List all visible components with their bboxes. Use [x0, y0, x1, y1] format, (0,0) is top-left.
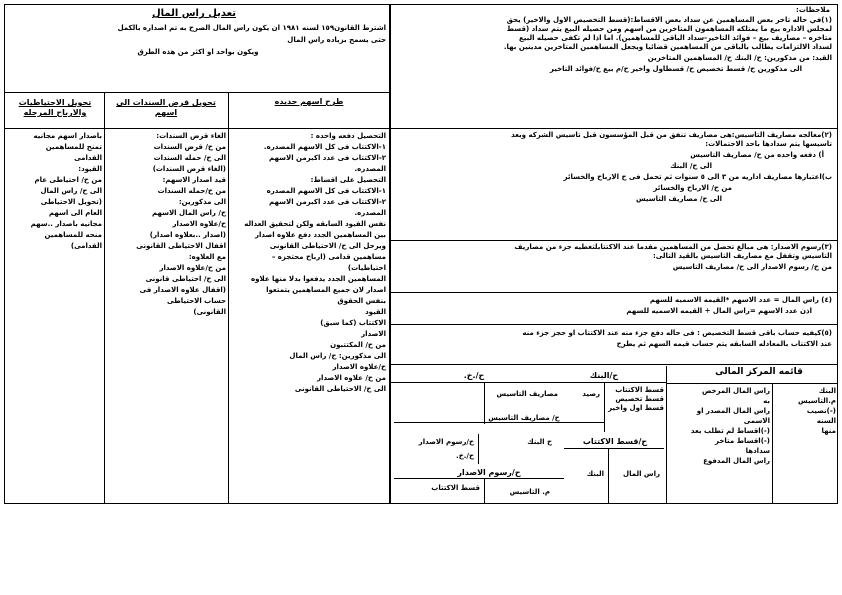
col-line: باصدار اسهم مجانيه — [33, 132, 102, 140]
notes-title: ملاحظات: — [796, 6, 830, 14]
t-expenses-label: مصاريف التاسيس — [496, 390, 558, 398]
col3-head: تحويل الاحتياطيات والارباح المرحله — [18, 98, 92, 117]
col-line: تمنح للمساهمين — [45, 143, 102, 151]
col-line: مع العلاوه: — [188, 253, 226, 261]
col1-head: طرح اسهم جديده — [274, 97, 344, 106]
col-line: الى مذكورين: ح/ راس المال — [289, 352, 386, 360]
divider — [666, 383, 838, 384]
col-line: احتياطيات) — [347, 264, 386, 272]
col-line: من ح/علاوه الاصدار — [159, 264, 226, 272]
col-line: اقفال الاحتياطى القانونى — [136, 242, 226, 250]
col-line: الى ح/ راس المال — [40, 187, 102, 195]
col-line: (اصدار ..بعلاوه اصدار) — [149, 231, 226, 239]
t-balance-label: رصيد — [582, 390, 600, 398]
divider — [604, 382, 605, 432]
col-line: نفس القيود السابقه ولكن لتحقيق العداله — [244, 220, 386, 228]
divider — [478, 434, 479, 464]
t-expenses-head: ح/.خ. — [463, 371, 485, 380]
col-line: (الغاء قرض السندات) — [152, 165, 226, 173]
t-bank2: ح البنك — [527, 438, 552, 446]
note-1: (١)في حاله تاخر بعض المساهمين عن سداد بعض الاقساط:(قسط التخصيص الاول والاخير) يحق لمجلس الاداره بيع ما يمتلكه المساهمون المتاخرين من اسهم ومن حصيله البيع يتم سداد (قسط متاخره – مصاريف بيع – فوائد التاخير-سداد الباقى للمساهمين). اما اذا لم تكفى حصيله البيع لسداد الالتزامات يطالب بالباقى من المساهمين قضائيا ويجعل المساهمين المتاخرين مدينين بها. القيد: من مذكورين: ح/ البنك ح/ المساهمين المتاخرين الى مذكورين ح/ قسط تخصيص ح/ قسطاول واخير ح/م بيع ح/فوائد التاخير — [503, 16, 832, 73]
col-line: القيود — [365, 308, 386, 316]
col-line: الى مذكورين: — [178, 198, 226, 206]
balance-title: قائمه المركز المالى — [715, 367, 803, 377]
col-line: من ح/ علاوه الاصدار — [317, 374, 386, 382]
divider — [394, 478, 564, 479]
divider — [104, 92, 105, 504]
col-line: (تحويل الاحتياطى — [40, 198, 102, 206]
col-line: قيد اصدار الاسهم: — [162, 176, 226, 184]
col-line: القانونى) — [193, 308, 226, 316]
col-line: القيود: — [78, 165, 102, 173]
col-line: العام الى اسهم — [48, 209, 102, 217]
col-line: من ح/ احتياطى عام — [34, 176, 102, 184]
col-line: بين المساهمين الجدد دفع علاوه اصدار — [254, 231, 386, 239]
col-line: المصدره. — [354, 209, 386, 217]
note-4: (٤) راس المال = عدد الاسهم *القيمه الاسميه للسهم اذن عدد الاسهم =راس المال ÷ القيمه الاسميه للسهم — [626, 296, 832, 315]
t-sub-short: قسط الاكتتاب — [431, 484, 480, 492]
col-line: مجانيه باصدار ..سهم — [30, 220, 102, 228]
col2-head: تحويل قرض السندات الى اسهم — [116, 98, 216, 117]
t-fees-misc: ح/.خ. — [456, 452, 474, 460]
col-line: التحصيل على اقساط: — [310, 176, 386, 184]
t-bank-items: قسط الاكتتاب قسط تخصيص قسط اول واخير — [608, 386, 664, 412]
t-fees: ح/رسوم الاصدار — [418, 438, 474, 446]
divider — [390, 324, 838, 325]
col-line: (اقفال علاوه الاصدار فى — [139, 286, 226, 294]
col2-text — [108, 132, 226, 319]
col-line: اصدار لان جميع المساهمين يتمتعوا — [266, 286, 386, 294]
note-3: (٣)رسوم الاصدار: هى مبالغ تحصل من المساهمين مقدما عند الاكتتابلتغطيه جزء من مصاريف التاسيس وتقفل مع مصاريف التاسيس بالقيد التالى: من ح/ رسوم الاصدار الى ح/ مصاريف التاسيس — [514, 243, 832, 271]
col-line: المصدره. — [354, 165, 386, 173]
col-line: الى ح/ الاحتياطى القانونى — [294, 385, 386, 393]
t-bank-head: ح/البنك — [589, 371, 619, 380]
col-line: ح/ راس المال الاسهم — [151, 209, 226, 217]
divider — [666, 366, 667, 504]
col-line: من ح/ قرض السندات — [153, 143, 226, 151]
t-expenses-acct: ح/ مصاريف التاسيس — [488, 414, 560, 422]
divider — [390, 128, 838, 129]
divider — [390, 382, 666, 383]
balance-equity: راس المال المرخص به راس المال المصدر او الاسمى (-)اقساط لم تطلب بعد (-)اقساط متاخر سدادها راس المال المدفوع — [690, 387, 770, 465]
col-line: الاصدار — [361, 330, 386, 338]
divider — [484, 478, 485, 504]
divider — [390, 364, 838, 365]
col-line: ١-الاكتتاب فى كل الاسهم المصدره. — [263, 143, 386, 151]
col-line: ٢-الاكتتاب فى عدد اكبرمن الاسهم — [269, 154, 386, 162]
col-line: حساب الاحتياطى — [167, 297, 226, 305]
divider — [390, 292, 838, 293]
note-5: (٥)كيفيه حساب باقى قسط التخصيص : فى حاله دفع جزء منه عند الاكتتاب او حجز جزء منه عند الاكتتاب بالمعادله السابقه يتم حساب قيمه السهم ثم يطرح — [522, 329, 832, 348]
divider — [608, 448, 609, 504]
col-line: الغاء قرض السندات: — [156, 132, 226, 140]
divider — [394, 422, 604, 423]
col-line: ٢-الاكتتاب فى عدد اكبرمن الاسهم — [269, 198, 386, 206]
col-line: القدامى — [74, 154, 102, 162]
t-subscription: ح/قسط الاكتتاب — [582, 437, 648, 446]
col-line: الاكتتاب (كما سبق) — [320, 319, 386, 327]
col-line: ١-الاكتتاب فى كل الاسهم المصدره — [266, 187, 386, 195]
col1-text — [232, 132, 386, 396]
col-line: من ح/حمله السندات — [157, 187, 226, 195]
col-line: من ح/ المكتتبون — [330, 341, 386, 349]
col3-text — [8, 132, 102, 253]
capital-title: تعديل راس المال — [151, 8, 237, 19]
col-line: المساهمين الجدد يدفعوا بدلا منها علاوه — [251, 275, 386, 283]
divider — [564, 448, 664, 449]
page — [4, 4, 838, 504]
col-line: ح/علاوه الاصدار — [172, 220, 226, 228]
col-line: بنفس الحقوق — [337, 297, 386, 305]
capital-intro: اشترط القانون١٥٩ لسنه ١٩٨١ ان يكون راس المال الصرح به تم اصداره بالكمل حتى يسمح بزياده راس المال ويكون بواحد او اكثر من هذه الطرق — [117, 24, 386, 56]
col-line: ويرحل الى ح/ الاحتياطى القانونى — [269, 242, 386, 250]
col-line: ح/علاوه الاصدار — [332, 363, 386, 371]
col-line: مساهمين قدامى (ارباح محتجزه – — [271, 253, 386, 261]
t-capital: راس المال — [623, 470, 660, 478]
col-line: الى ح/ حمله السندات — [153, 154, 226, 162]
col-line: القدامى) — [70, 242, 102, 250]
col-line: منحه للمساهمين — [44, 231, 102, 239]
t-fees2: ح/رسوم الاصدار — [457, 468, 521, 477]
divider — [228, 92, 229, 504]
divider — [772, 383, 773, 503]
t-bank3: البنك — [586, 470, 604, 478]
col-line: الى ح/ احتياطى قانونى — [145, 275, 226, 283]
divider — [4, 92, 390, 93]
divider — [4, 128, 390, 129]
balance-assets: البنك م.التاسيس (-)نصيب السنه منها — [798, 387, 836, 435]
col-line: التحصيل دفعه واحده : — [310, 132, 386, 140]
note-2: (٢)معالجه مصاريف التاسيس:هى مصاريف تنفق من قبل المؤسسون قبل تاسيس الشركه وبعد تاسيسها يتم سدادها باحد الاحتمالات: أ) دفعه واحده من ح/ مصاريف التاسيس الى ح/ البنك ب)اعتبارها مصاريف اداريه من ٣ الى ٥ سنوات ثم تحمل فى ح الارباح والخسائر من ح/ الارباح والخسائر الى ح/ مصاريف التاسيس — [511, 131, 832, 203]
divider — [390, 240, 838, 241]
t-est: م. التاسيس — [509, 488, 550, 496]
